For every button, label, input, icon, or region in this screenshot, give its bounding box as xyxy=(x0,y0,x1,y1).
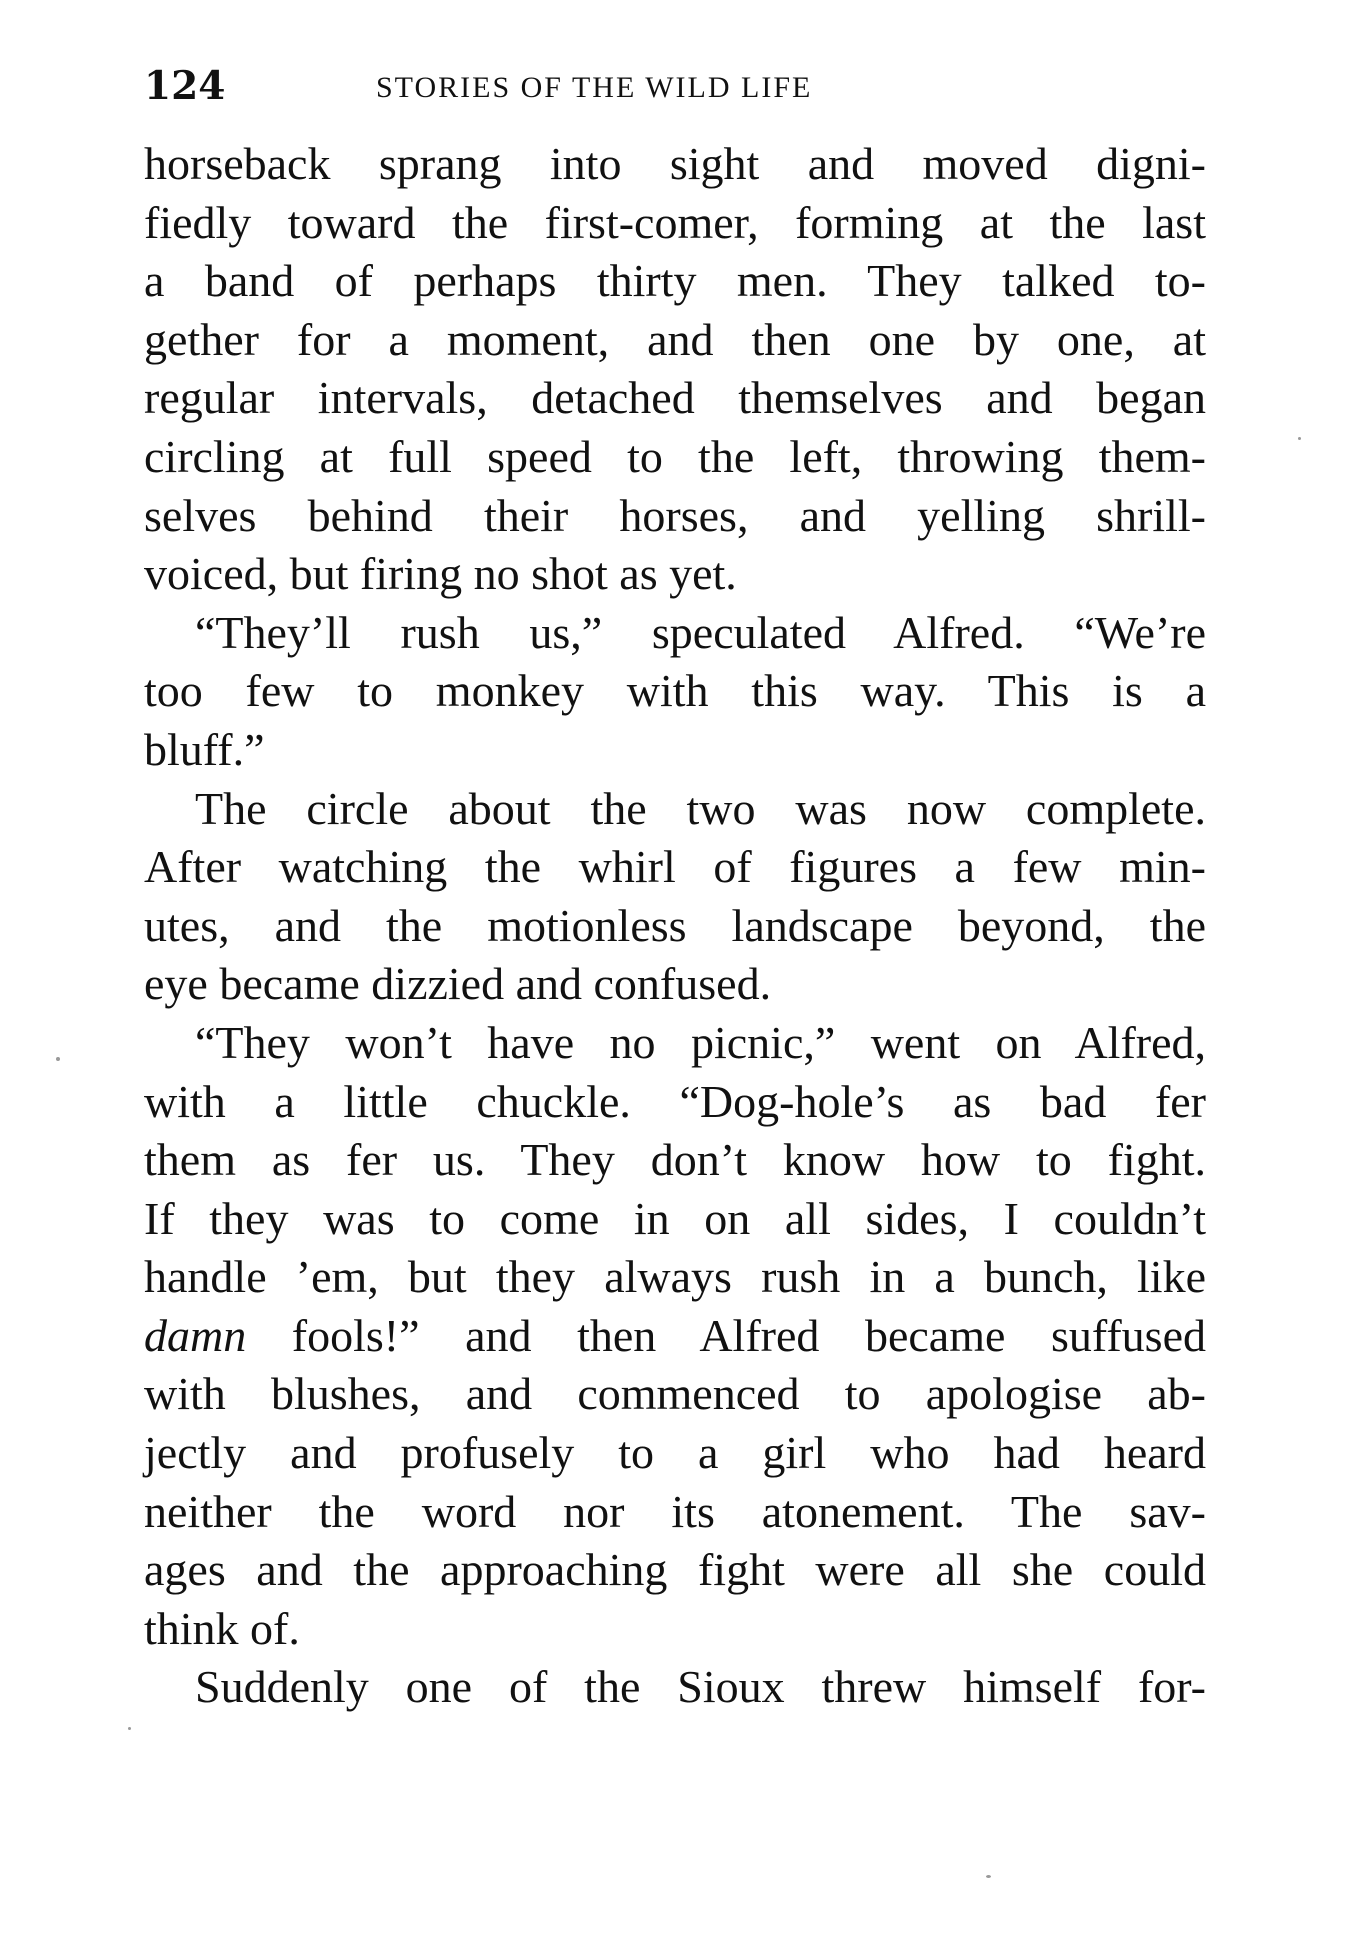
text-line: a band of perhaps thirty men. They talked to- xyxy=(144,255,1206,307)
text-line: selves behind their horses, and yelling shrill- xyxy=(144,489,1206,541)
text-line xyxy=(144,1307,1206,1366)
paper-speck xyxy=(986,1875,991,1878)
text-line: If they was to come in on all sides, I couldn’t xyxy=(144,1192,1206,1244)
text-line: handle ’em, but they always rush in a bunch, like xyxy=(144,1251,1206,1303)
text-line: fiedly toward the first-comer, forming at the last xyxy=(144,196,1206,248)
text-line: utes, and the motionless landscape beyond, the xyxy=(144,899,1206,951)
text-line: too few to monkey with this way. This is a xyxy=(144,665,1206,717)
running-title: STORIES OF THE WILD LIFE xyxy=(376,71,813,104)
text-line: The circle about the two was now complete. xyxy=(195,782,1206,834)
text-line: horseback sprang into sight and moved digni- xyxy=(144,138,1206,189)
text-line: regular intervals, detached themselves and began xyxy=(144,372,1206,424)
line-remainder: fools!” and then Alfred became suffused xyxy=(246,1309,1206,1361)
text-line: voiced, but firing no shot as yet. xyxy=(144,548,737,600)
page-number: 124 xyxy=(144,63,226,109)
text-line: them as fer us. They don’t know how to fight. xyxy=(144,1134,1206,1186)
text-line: gether for a moment, and then one by one, at xyxy=(144,313,1206,365)
running-head xyxy=(144,62,1204,110)
text-line: with a little chuckle. “Dog-hole’s as bad fer xyxy=(144,1075,1206,1127)
paper-speck xyxy=(1298,437,1301,440)
text-line: think of. xyxy=(144,1602,300,1654)
text-line: eye became dizzied and confused. xyxy=(144,958,772,1010)
paper-speck xyxy=(128,1727,131,1730)
body-text xyxy=(144,135,1206,1717)
text-line: with blushes, and commenced to apologise ab- xyxy=(144,1368,1206,1420)
text-line: Suddenly one of the Sioux threw himself for- xyxy=(195,1661,1206,1713)
italic-word: damn xyxy=(144,1309,247,1361)
text-line: After watching the whirl of figures a few min- xyxy=(144,841,1206,893)
text-line: jectly and profusely to a girl who had heard xyxy=(144,1427,1206,1479)
text-line: “They’ll rush us,” speculated Alfred. “We’re xyxy=(195,606,1206,658)
text-line: circling at full speed to the left, throwing them- xyxy=(144,430,1206,482)
paper-speck xyxy=(56,1057,60,1061)
text-line: neither the word nor its atonement. The sav- xyxy=(144,1485,1206,1537)
text-line: “They won’t have no picnic,” went on Alfred, xyxy=(195,1016,1206,1068)
text-line: ages and the approaching fight were all she could xyxy=(144,1544,1206,1596)
text-line: bluff.” xyxy=(144,723,265,775)
